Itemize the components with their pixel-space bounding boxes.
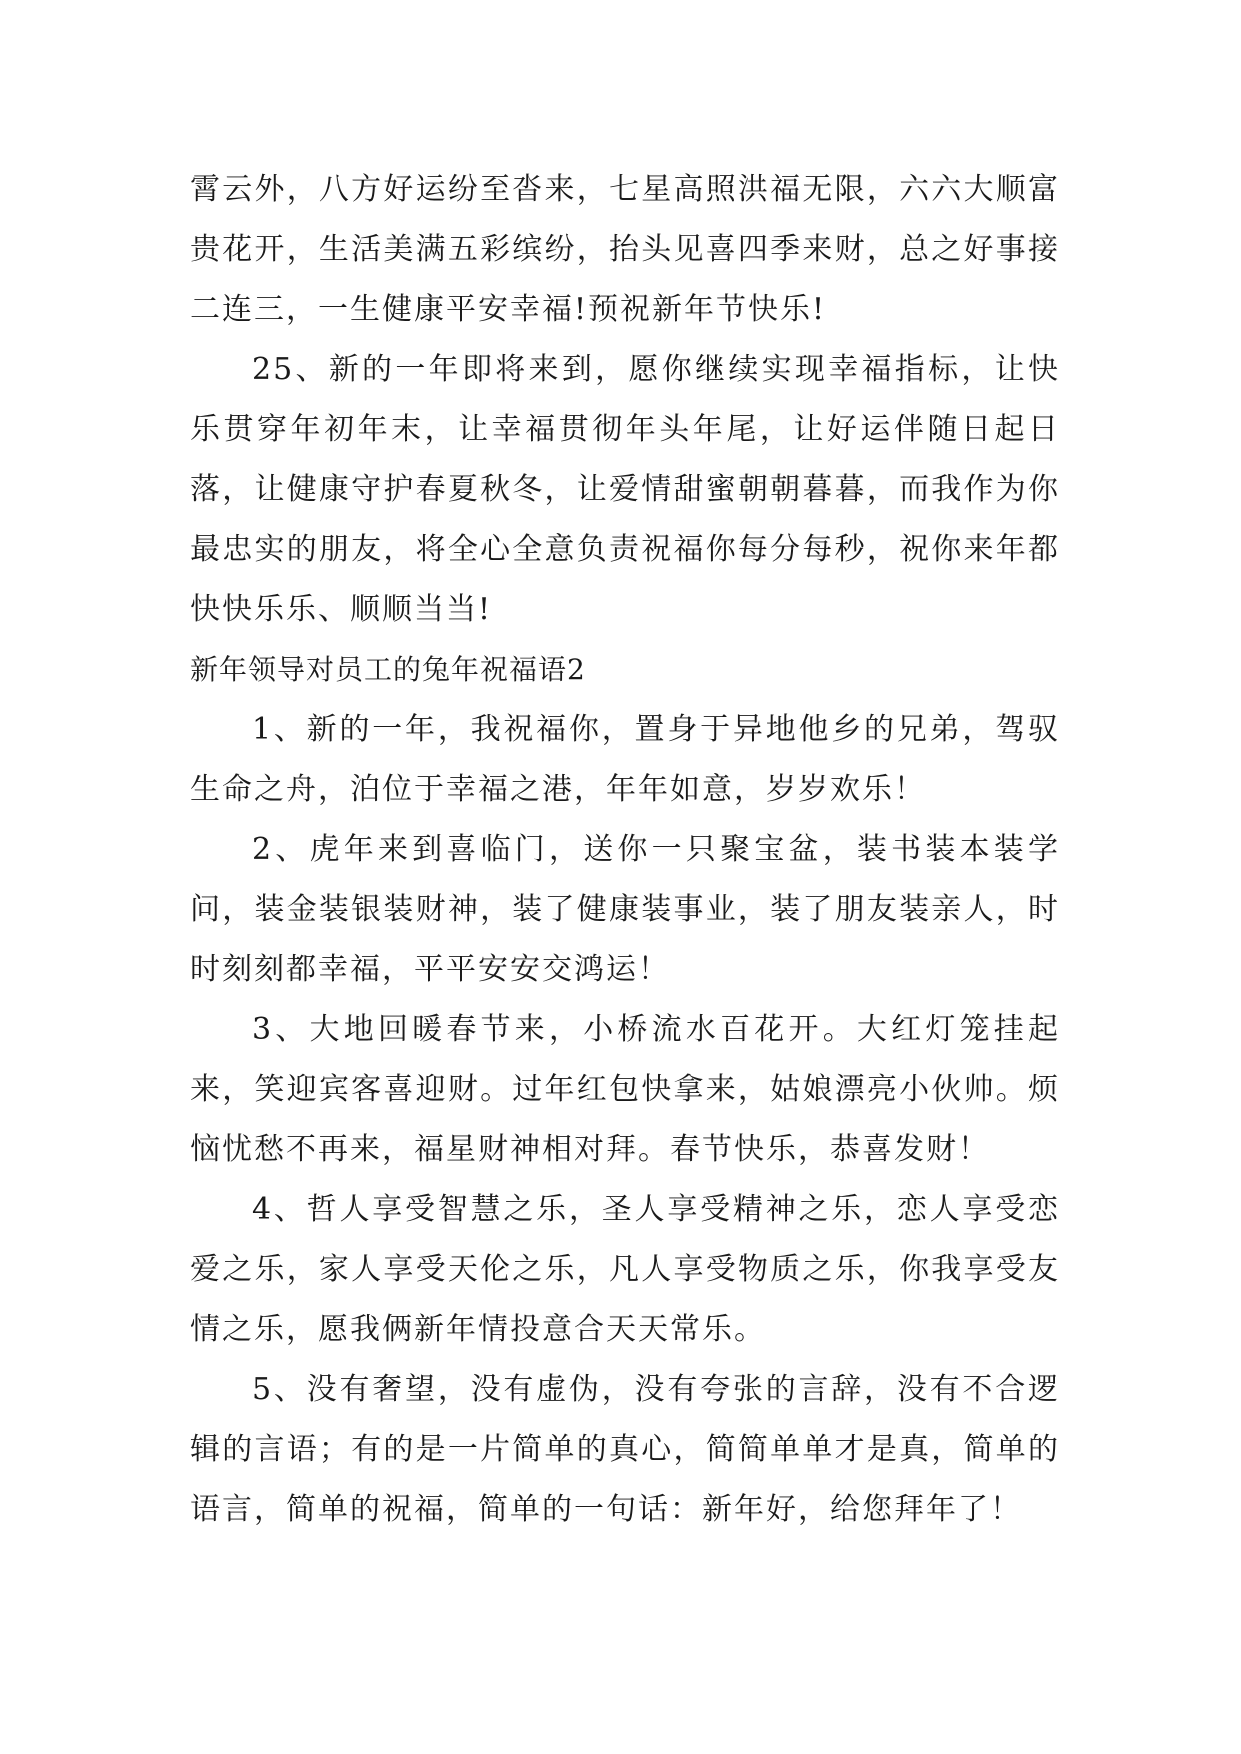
document-page: [190, 160, 1060, 1540]
list-item: 2、虎年来到喜临门，送你一只聚宝盆，装书装本装学问，装金装银装财神，装了健康装事业，装了朋友装亲人，时时刻刻都幸福，平平安安交鸿运！: [190, 832, 1060, 987]
list-item: 3、大地回暖春节来，小桥流水百花开。大红灯笼挂起来，笑迎宾客喜迎财。过年红包快拿来，姑娘漂亮小伙帅。烦恼忧愁不再来，福星财神相对拜。春节快乐，恭喜发财！: [190, 1012, 1060, 1167]
list-item: 1、新的一年，我祝福你，置身于异地他乡的兄弟，驾驭生命之舟，泊位于幸福之港，年年如意，岁岁欢乐！: [190, 712, 1060, 807]
paragraph-25: 25、新的一年即将来到，愿你继续实现幸福指标，让快乐贯穿年初年末，让幸福贯彻年头年尾，让好运伴随日起日落，让健康守护春夏秋冬，让爱情甜蜜朝朝暮暮，而我作为你最忠实的朋友，将全心全意负责祝福你每分每秒，祝你来年都快快乐乐、顺顺当当!: [190, 352, 1060, 627]
list-item: 4、哲人享受智慧之乐，圣人享受精神之乐，恋人享受恋爱之乐，家人享受天伦之乐，凡人享受物质之乐，你我享受友情之乐，愿我俩新年情投意合天天常乐。: [190, 1192, 1060, 1347]
list-item: 5、没有奢望，没有虚伪，没有夸张的言辞，没有不合逻辑的言语；有的是一片简单的真心，简简单单才是真，简单的语言，简单的祝福，简单的一句话：新年好，给您拜年了！: [190, 1372, 1060, 1527]
continuation-paragraph: 霄云外，八方好运纷至沓来，七星高照洪福无限，六六大顺富贵花开，生活美满五彩缤纷，抬头见喜四季来财，总之好事接二连三，一生健康平安幸福!预祝新年节快乐!: [190, 172, 1060, 327]
section-title: 新年领导对员工的兔年祝福语2: [190, 653, 586, 686]
